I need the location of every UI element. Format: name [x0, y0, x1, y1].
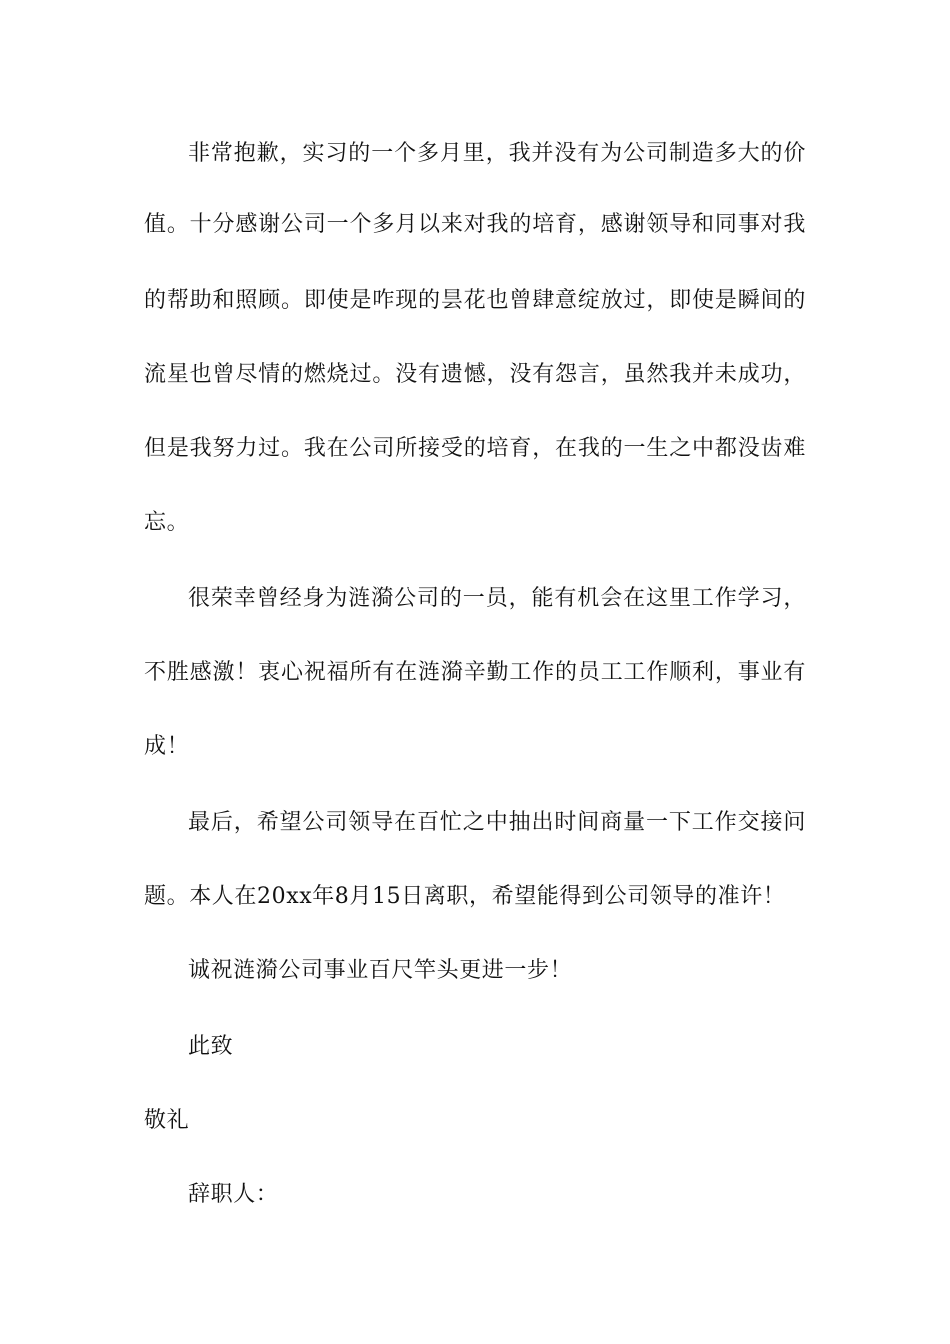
paragraph-1-line-3: 的帮助和照顾。即使是咋现的昙花也曾肆意绽放过，即使是瞬间的: [144, 288, 806, 313]
paragraph-1-line-6: 忘。: [144, 510, 190, 535]
paragraph-2-line-2: 不胜感激！衷心祝福所有在涟漪辛勤工作的员工工作顺利，事业有: [144, 660, 806, 685]
paragraph-2-line-1: 很荣幸曾经身为涟漪公司的一员，能有机会在这里工作学习，: [188, 586, 806, 611]
paragraph-1-line-5: 但是我努力过。我在公司所接受的培育，在我的一生之中都没齿难: [144, 436, 806, 461]
paragraph-1-line-1: 非常抱歉，实习的一个多月里，我并没有为公司制造多大的价: [188, 141, 806, 166]
salutation-jingli: 敬礼: [144, 1108, 190, 1133]
closing-wish: 诚祝涟漪公司事业百尺竿头更进一步！: [188, 958, 573, 983]
salutation-cizhi: 此致: [188, 1034, 234, 1059]
paragraph-1-line-2: 值。十分感谢公司一个多月以来对我的培育，感谢领导和同事对我: [144, 212, 806, 237]
signature-label: 辞职人：: [188, 1182, 279, 1207]
paragraph-2-line-3: 成！: [144, 734, 190, 759]
paragraph-3-line-1: 最后，希望公司领导在百忙之中抽出时间商量一下工作交接问: [188, 810, 806, 835]
paragraph-1-line-4: 流星也曾尽情的燃烧过。没有遗憾，没有怨言，虽然我并未成功，: [144, 362, 806, 387]
paragraph-3-line-2: 题。本人在20xx年8月15日离职，希望能得到公司领导的准许！: [144, 884, 786, 909]
